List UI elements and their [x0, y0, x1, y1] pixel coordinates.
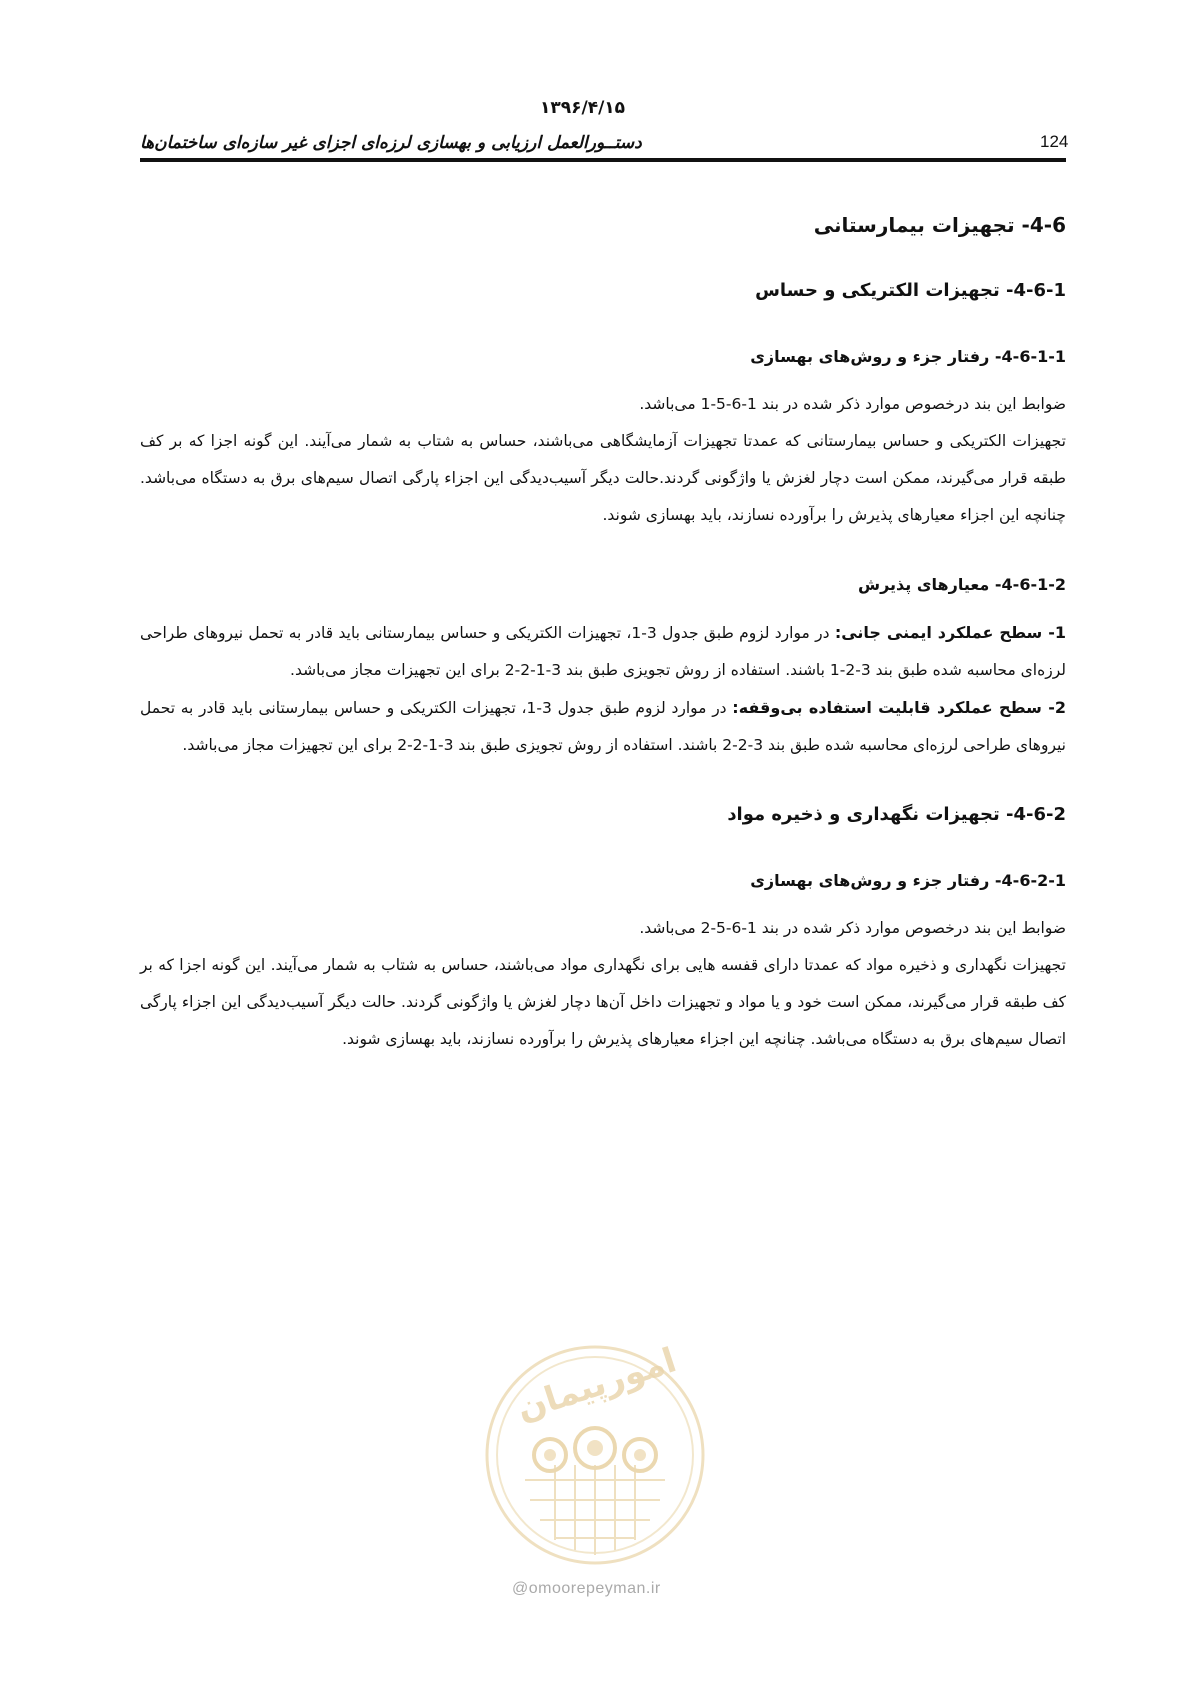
- criteria-item-life-safety: [140, 614, 1066, 689]
- subsection-title: 4-6-2- تجهیزات نگهداری و ذخیره مواد: [727, 804, 1066, 825]
- paragraph: ضوابط این بند درخصوص موارد ذکر شده در بند 1-6-5-2 می‌باشد.: [639, 919, 1066, 937]
- header-divider: [140, 158, 1066, 162]
- subsubsection-title: 4-6-1-2- معیارهای پذیرش: [858, 575, 1066, 594]
- subsubsection-title: 4-6-2-1- رفتار جزء و روش‌های بهسازی: [750, 871, 1066, 890]
- criteria-item-lead: 2- سطح عملکرد قابلیت استفاده بی‌وقفه:: [732, 698, 1066, 717]
- subsection-title: 4-6-1- تجهیزات الکتریکی و حساس: [755, 280, 1066, 301]
- watermark-url: @omoorepeyman.ir: [512, 1580, 661, 1597]
- header-title: دستــورالعمل ارزیابی و بهسازی لرزه‌ای اجزای غیر سازه‌ای ساختمان‌ها: [140, 133, 642, 153]
- watermark-logo: [480, 1340, 710, 1570]
- header-date: ۱۳۹۶/۴/۱۵: [540, 98, 626, 118]
- page-number: 124: [1040, 132, 1069, 151]
- document-body: [140, 190, 1066, 1058]
- criteria-item-text: در موارد لزوم طبق جدول 3-1، تجهیزات الکتریکی و حساس بیمارستانی باید قادر به تحمل نیروهای طراحی لرزه‌ای محاسبه شده طبق بند 3-2-1 باشند. استفاده از روش تجویزی طبق بند 3-1-2-2 برای این تجهیزات مجاز می‌باشد.: [140, 624, 1066, 679]
- criteria-item-immediate-occupancy: [140, 689, 1066, 764]
- watermark-script-text: امورپیمان: [511, 1340, 682, 1430]
- subsubsection-title: 4-6-1-1- رفتار جزء و روش‌های بهسازی: [750, 347, 1066, 366]
- criteria-item-text: در موارد لزوم طبق جدول 3-1، تجهیزات الکتریکی و حساس بیمارستانی باید قادر به تحمل نیروهای طراحی لرزه‌ای محاسبه شده طبق بند 3-2-2 باشند. استفاده از روش تجویزی طبق بند 3-1-2-2 برای این تجهیزات مجاز می‌باشد.: [140, 699, 1066, 754]
- criteria-item-lead: 1- سطح عملکرد ایمنی جانی:: [834, 623, 1067, 642]
- section-title: 4-6- تجهیزات بیمارستانی: [813, 213, 1066, 237]
- paragraph: تجهیزات الکتریکی و حساس بیمارستانی که عمدتا تجهیزات آزمایشگاهی می‌باشند، حساس به شتاب به شمار می‌آیند. این گونه اجزا که بر کف طبقه قرار می‌گیرند، ممکن است دچار لغزش یا واژگونی گردند.حالت دیگر آسیب‌دیدگی این اجزاء پارگی اتصال سیم‌های برق به دستگاه می‌باشد. چنانچه این اجزاء معیارهای پذیرش را برآورده نسازند، باید بهسازی شوند.: [140, 432, 1066, 524]
- paragraph: تجهیزات نگهداری و ذخیره مواد که عمدتا دارای قفسه هایی برای نگهداری مواد می‌باشند، حساس به شتاب به شمار می‌آیند. این گونه اجزا که بر کف طبقه قرار می‌گیرند، ممکن است خود و یا مواد و تجهیزات داخل آن‌ها دچار لغزش یا واژگونی گردند. حالت دیگر آسیب‌دیدگی این اجزاء پارگی اتصال سیم‌های برق به دستگاه می‌باشد. چنانچه این اجزاء معیارهای پذیرش را برآورده نسازند، باید بهسازی شوند.: [140, 956, 1066, 1048]
- paragraph: ضوابط این بند درخصوص موارد ذکر شده در بند 1-6-5-1 می‌باشد.: [639, 395, 1066, 413]
